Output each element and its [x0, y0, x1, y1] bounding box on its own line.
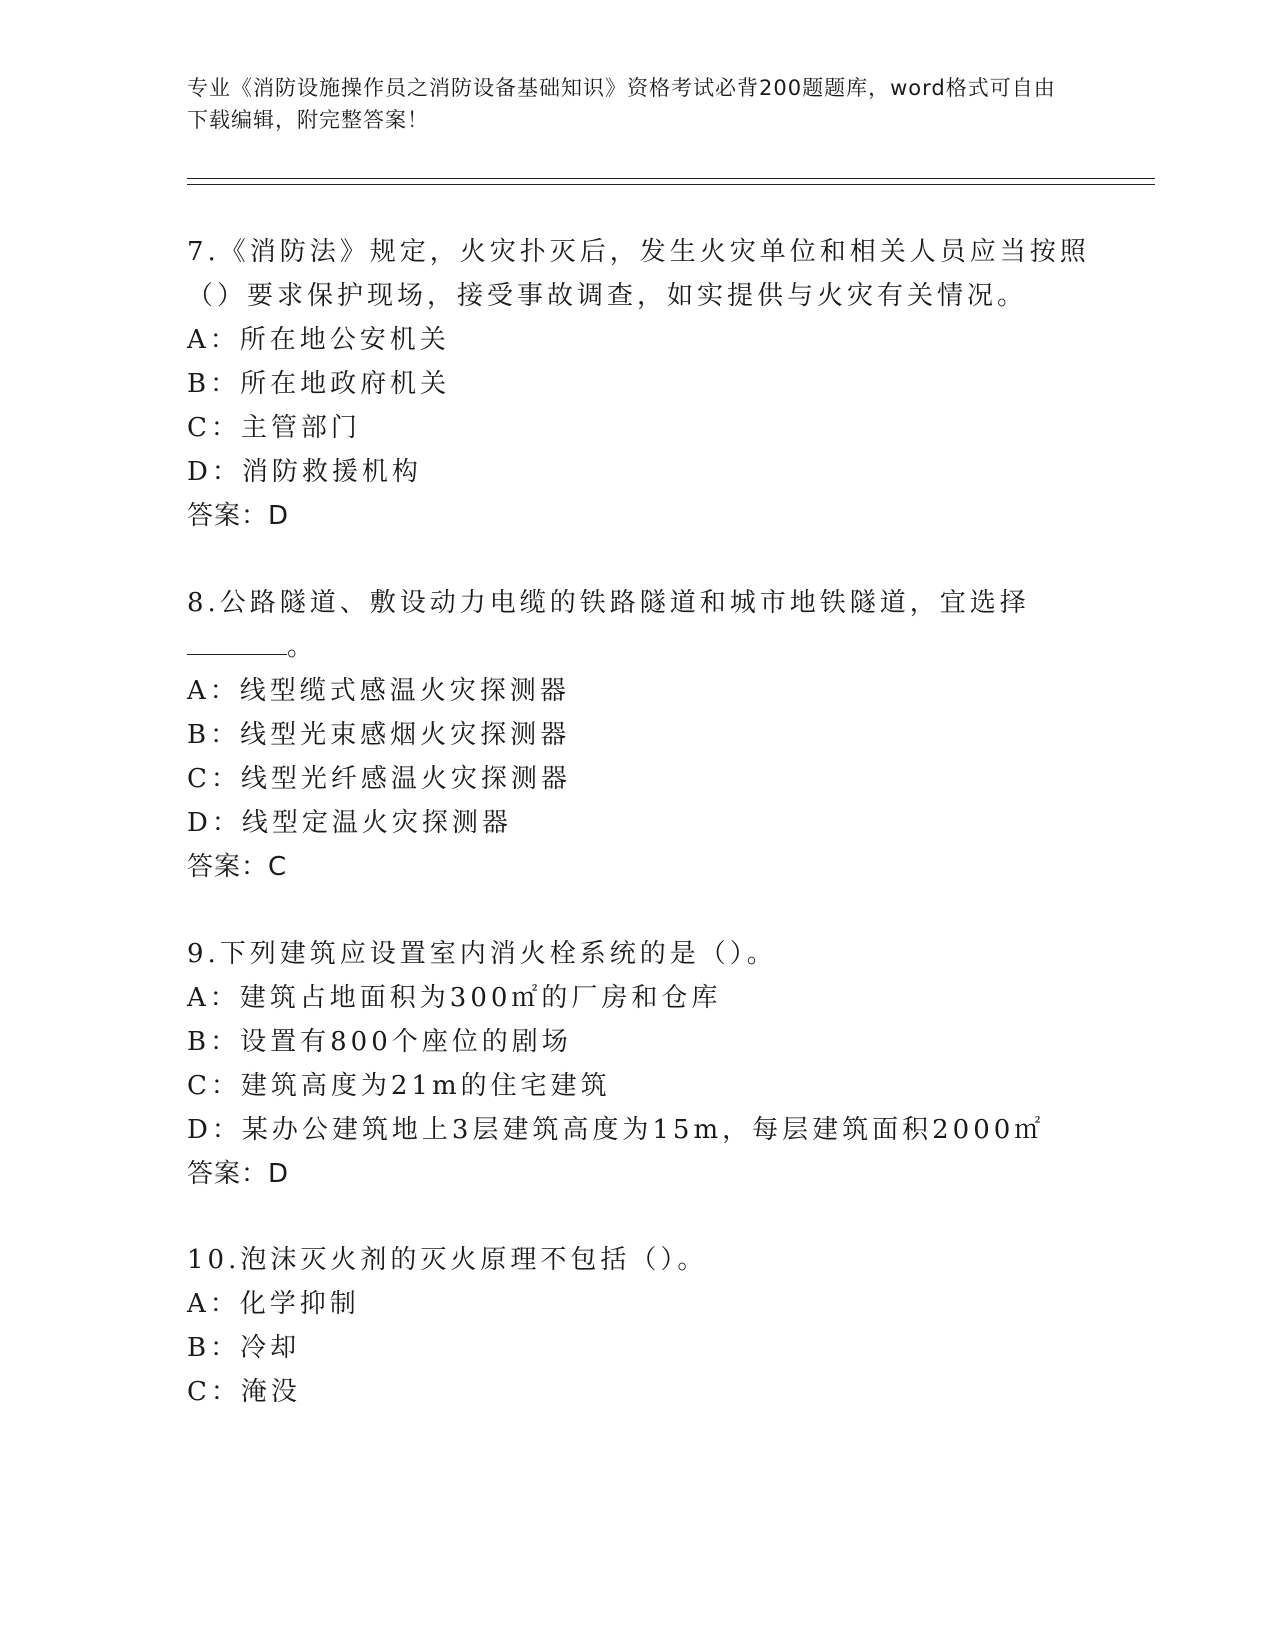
header-rule-bottom [187, 184, 1155, 185]
option-a: A：线型缆式感温火灾探测器 [187, 676, 570, 706]
question-stem-line-2 [187, 631, 317, 663]
header-rule-top [187, 178, 1155, 179]
option-b: B：设置有800个座位的剧场 [187, 1027, 572, 1057]
option-b: B：所在地政府机关 [187, 369, 451, 399]
option-b: B：冷却 [187, 1333, 301, 1363]
option-c: C：淹没 [187, 1377, 301, 1407]
question-stem-line-1: 9.下列建筑应设置室内消火栓系统的是（）。 [187, 939, 777, 969]
option-c: C：建筑高度为21m的住宅建筑 [187, 1071, 611, 1101]
option-a: A：建筑占地面积为300㎡的厂房和仓库 [187, 983, 722, 1013]
option-d: D：线型定温火灾探测器 [187, 808, 512, 838]
answer-label: 答案：C [187, 852, 288, 882]
question-stem-line-1: 7.《消防法》规定，火灾扑灭后，发生火灾单位和相关人员应当按照 [187, 237, 1090, 267]
option-d: D：某办公建筑地上3层建筑高度为15m，每层建筑面积2000㎡ [187, 1115, 1045, 1145]
stem-suffix: 。 [287, 632, 318, 662]
option-c: C：线型光纤感温火灾探测器 [187, 764, 571, 794]
option-d: D：消防救援机构 [187, 457, 422, 487]
option-c: C：主管部门 [187, 413, 361, 443]
document-header: 专业《消防设施操作员之消防设备基础知识》资格考试必背200题题库，word格式可自由下载编辑，附完整答案！ [187, 76, 1056, 132]
fill-in-blank [187, 634, 287, 655]
question-stem-line-2: （）要求保护现场，接受事故调查，如实提供与火灾有关情况。 [187, 281, 1028, 311]
answer-label: 答案：D [187, 501, 290, 531]
option-a: A：所在地公安机关 [187, 325, 450, 355]
question-stem-line-1: 8.公路隧道、敷设动力电缆的铁路隧道和城市地铁隧道，宜选择 [187, 588, 1030, 618]
option-b: B：线型光束感烟火灾探测器 [187, 720, 571, 750]
answer-label: 答案：D [187, 1159, 290, 1189]
option-a: A：化学抑制 [187, 1289, 360, 1319]
question-stem-line-1: 10.泡沫灭火剂的灭火原理不包括（）。 [187, 1245, 708, 1275]
